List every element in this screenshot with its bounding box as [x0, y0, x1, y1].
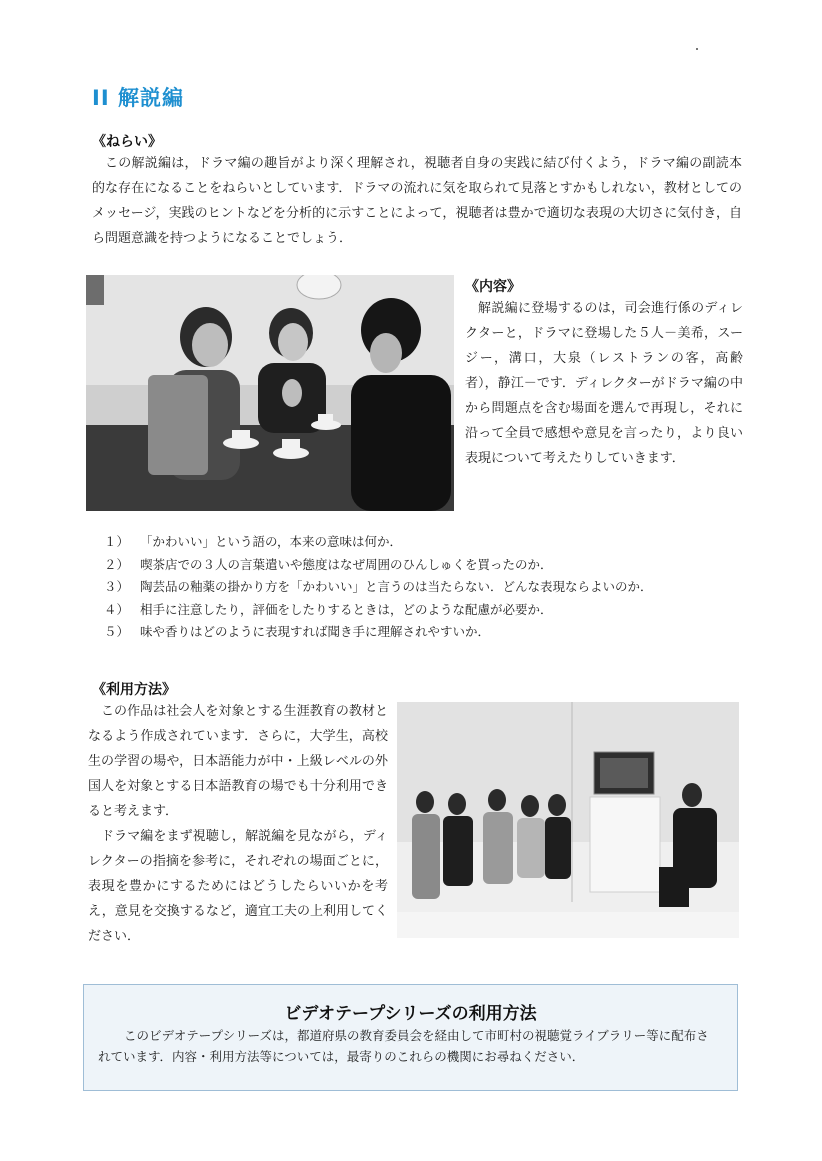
list-item-number: ５）	[104, 624, 130, 639]
usage-heading: 《利用方法》	[92, 682, 176, 698]
cafe-scene-photo	[86, 275, 454, 511]
aim-heading: 《ねらい》	[92, 134, 162, 150]
list-item-text: 陶芸品の釉薬の掛かり方を「かわいい」と言うのは当たらない．どんな表現ならよいのか．	[140, 579, 653, 594]
notice-body: このビデオテープシリーズは，都道府県の教育委員会を経由して市町村の視聴覚ライブラリー等に配布されています．内容・利用方法等については，最寄りのこれらの機関にお尋ねください．	[98, 1028, 709, 1064]
list-item	[104, 531, 764, 554]
list-item-number: ２）	[104, 556, 130, 572]
notice-box	[83, 984, 738, 1091]
list-item	[104, 621, 764, 644]
list-item-number: ３）	[104, 579, 130, 594]
content-paragraph: 解説編に登場するのは，司会進行係のディレクターと，ドラマに登場した５人－美希，スージー，溝口，大泉（レストランの客，高齢者），静江－です．ディレクターがドラマ編の中から問題点を含む場面を選んで再現し，それに沿って全員で感想や意見を言ったり，より良い表現について考えたりしていきます．	[465, 301, 743, 466]
list-item-number: ４）	[104, 601, 130, 617]
discussion-questions-list	[104, 531, 764, 644]
aim-paragraph: この解説編は，ドラマ編の趣旨がより深く理解され，視聴者自身の実践に結び付くよう，ドラマ編の副読本的な存在になることをねらいとしています．ドラマの流れに気を取られて見落とすかもしれない，教材としてのメッセージ，実践のヒントなどを分析的に示すことによって，視聴者は豊かで適切な表現の大切さに気付き，自ら問題意識を持つようになることでしょう．	[92, 156, 742, 246]
content-heading: 《内容》	[465, 279, 521, 295]
list-item	[104, 554, 764, 577]
usage-paragraph-2: ドラマ編をまず視聴し，解説編を見ながら，ディレクターの指摘を参考に，それぞれの場面ごとに，表現を豊かにするためにはどうしたらいいかを考え，意見を交換するなど，適宜工夫の上利用してください．	[88, 829, 388, 944]
studio-scene-photo	[397, 702, 739, 938]
list-item-text: 喫茶店での３人の言葉遣いや態度はなぜ周囲のひんしゅくを買ったのか．	[140, 556, 553, 572]
section-title: II 解説編	[92, 86, 184, 110]
list-item	[104, 599, 764, 622]
list-item-number: １）	[104, 534, 130, 549]
list-item-text: 味や香りはどのように表現すれば聞き手に理解されやすいか．	[140, 624, 491, 639]
list-item-text: 相手に注意したり，評価をしたりするときは，どのような配慮が必要か．	[140, 601, 553, 617]
usage-paragraph-1: この作品は社会人を対象とする生涯教育の教材となるよう作成されています．さらに，大学生，高校生の学習の場や，日本語能力が中・上級レベルの外国人を対象とする日本語教育の場でも十分利用できると考えます．	[88, 704, 388, 819]
list-item	[104, 576, 764, 599]
scan-speck	[696, 48, 698, 50]
notice-title: ビデオテープシリーズの利用方法	[284, 1004, 537, 1024]
list-item-text: 「かわいい」という語の，本来の意味は何か．	[140, 534, 403, 549]
